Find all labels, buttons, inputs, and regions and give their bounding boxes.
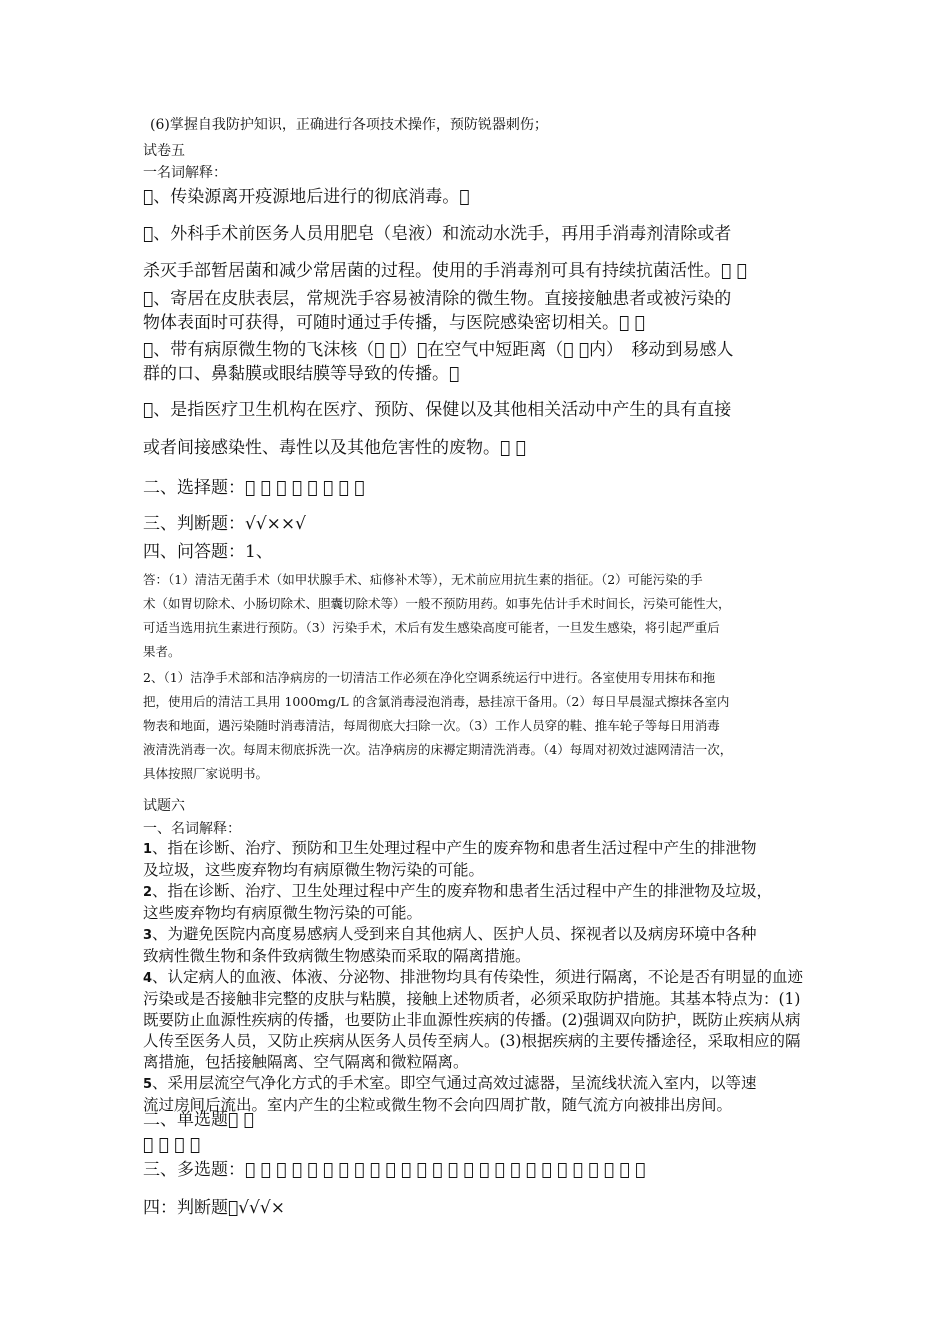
paper5-term-2-line2: 杀灭手部暂居菌和减少常居菌的过程。使用的手消毒剂可具有持续抗菌活性。􀀁 􀀁 (143, 261, 747, 281)
paper5-term-4-line2: 群的口、鼻黏膜或眼结膜等导致的传播。􀀁 (143, 364, 460, 384)
paper5-choice-answers: 二、选择题：􀀁 􀀁 􀀁 􀀁 􀀁 􀀁 􀀁 􀀁 (143, 478, 365, 498)
paper5-term-3-line1: 􀀁、寄居在皮肤表层，常规洗手容易被清除的微生物。直接接触患者或被污染的 (143, 289, 732, 309)
definition-item-cont: 既要防止血源性疾病的传播，也要防止非血源性疾病的传播。(2)强调双向防护，既防止疾病从病 (143, 1011, 801, 1029)
paper6-section1-heading: 一、名词解释： (143, 821, 241, 837)
paper5-term-5-line2: 或者间接感染性、毒性以及其他危害性的废物。􀀁 􀀁 (143, 438, 526, 458)
paper6-title: 试题六 (143, 798, 185, 814)
paper6-single-choice-heading: 二、单选题􀀁 􀀁 (143, 1110, 254, 1130)
item-number: 5 (143, 1077, 153, 1092)
paper6-multi-choice-answers: 三、多选题：􀀁 􀀁 􀀁 􀀁 􀀁 􀀁 􀀁 􀀁 􀀁 􀀁 􀀁 􀀁 􀀁 􀀁 􀀁 􀀁 􀀁 􀀁 􀀁 􀀁 􀀁 􀀁 􀀁 􀀁 􀀁 􀀁 (143, 1160, 646, 1180)
definition-item-cont: 致病性微生物和条件致病微生物感染而采取的隔离措施。 (143, 947, 531, 965)
item-number: 1 (143, 842, 153, 857)
definition-item-cont: 流过房间后流出。室内产生的尘粒或微生物不会向四周扩散，随气流方向被排出房间。 (143, 1096, 733, 1114)
definition-item: 2、指在诊断、治疗、卫生处理过程中产生的废弃物和患者生活过程中产生的排泄物及垃圾， (143, 882, 773, 900)
definition-item-cont: 及垃圾，这些废弃物均有病原微生物污染的可能。 (143, 861, 485, 879)
item-number: 2 (143, 885, 153, 900)
paper5-term-1: 􀀁、传染源离开疫源地后进行的彻底消毒。􀀁 (143, 187, 470, 207)
answer-2-line: 物表和地面，遇污染随时消毒清洁，每周彻底大扫除一次。（3）工作人员穿的鞋、推车轮子等每日用消毒 (143, 718, 720, 733)
paper5-term-2-line1: 􀀁、外科手术前医务人员用肥皂（皂液）和流动水洗手，再用手消毒剂清除或者 (143, 224, 732, 244)
paper6-definitions (143, 838, 811, 1116)
item-number: 4 (143, 971, 153, 986)
protection-note: (6)掌握自我防护知识，正确进行各项技术操作，预防锐器刺伤； (150, 117, 548, 133)
answer-2-line: 把，使用后的清洁工具用 1000mg/L 的含氯消毒浸泡消毒，悬挂凉干备用。（2）每日早晨湿式擦抹各室内 (143, 694, 730, 709)
paper6-judge-answers: 四：判断题􀀁√√√× (143, 1198, 285, 1218)
definition-item: 1、指在诊断、治疗、预防和卫生处理过程中产生的废弃物和患者生活过程中产生的排泄物 (143, 839, 757, 857)
definition-item-cont: 人传至医务人员，又防止疾病从医务人员传至病人。(3)根据疾病的主要传播途径，采取相应的隔 (143, 1032, 801, 1050)
paper5-section1-heading: 一名词解释： (143, 165, 227, 181)
paper5-title: 试卷五 (143, 143, 185, 159)
definition-item: 5、采用层流空气净化方式的手术室。即空气通过高效过滤器，呈流线状流入室内，以等速 (143, 1074, 757, 1092)
definition-item-cont: 污染或是否接触非完整的皮肤与粘膜，接触上述物质者，必须采取防护措施。其基本特点为：(1) (143, 990, 801, 1008)
answer-2-line: 2、（1）洁净手术部和洁净病房的一切清洁工作必须在净化空调系统运行中进行。各室使用专用抹布和拖 (143, 670, 716, 685)
paper5-term-5-line1: 􀀁、是指医疗卫生机构在医疗、预防、保健以及其他相关活动中产生的具有直接 (143, 400, 732, 420)
paper5-answer-1 (143, 568, 811, 664)
paper5-judge-answers: 三、判断题：√√××√ (143, 514, 306, 534)
answer-1-line: 果者。 (143, 644, 181, 659)
paper6-single-choice-answers: 􀀁 􀀁 􀀁 􀀁 (143, 1135, 201, 1155)
answer-2-line: 具体按照厂家说明书。 (143, 766, 269, 781)
answer-2-line: 液清洗消毒一次。每周末彻底拆洗一次。洁净病房的床褥定期清洗消毒。（4）每周对初效过滤网清洁一次， (143, 742, 733, 757)
definition-item: 4、认定病人的血液、体液、分泌物、排泄物均具有传染性，须进行隔离，不论是否有明显的血迹 (143, 968, 804, 986)
paper5-answer-2 (143, 666, 811, 786)
answer-1-line: 答：（1）清洁无菌手术（如甲状腺手术、疝修补术等），无术前应用抗生素的指征。（2）可能污染的手 (143, 572, 703, 587)
definition-item-cont: 离措施，包括接触隔离、空气隔离和微粒隔离。 (143, 1053, 469, 1071)
definition-item: 3、为避免医院内高度易感病人受到来自其他病人、医护人员、探视者以及病房环境中各种 (143, 925, 757, 943)
definition-item-cont: 这些废弃物均有病原微生物污染的可能。 (143, 904, 423, 922)
answer-1-line: 可适当选用抗生素进行预防。（3）污染手术，术后有发生感染高度可能者，一旦发生感染，将引起严重后 (143, 620, 720, 635)
paper5-qa-heading: 四、问答题：1、 (143, 542, 273, 562)
answer-1-line: 术（如胃切除术、小肠切除术、胆囊切除术等）一般不预防用药。如事先估计手术时间长，污染可能性大， (143, 596, 731, 611)
item-number: 3 (143, 928, 153, 943)
paper5-term-4-line1: 􀀁、带有病原微生物的飞沫核（􀀁 􀀁）􀀁在空气中短距离（􀀁 􀀁内） 移动到易感人 (143, 340, 734, 360)
paper5-term-3-line2: 物体表面时可获得，可随时通过手传播，与医院感染密切相关。􀀁 􀀁 (143, 313, 645, 333)
